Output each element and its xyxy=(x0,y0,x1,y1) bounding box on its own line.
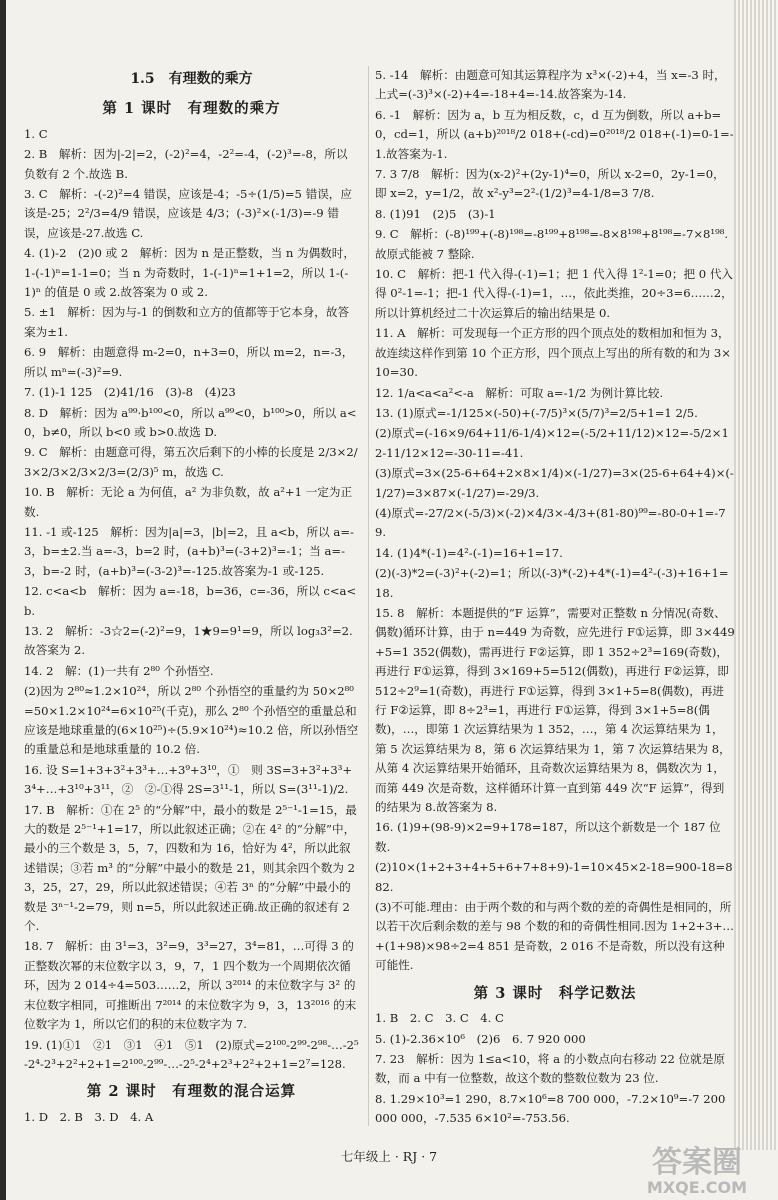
left-column xyxy=(24,66,359,1128)
answer-item: 6. 9 解析：由题意得 m-2=0，n+3=0，所以 m=2，n=-3，所以 mⁿ=(-3)²=9. xyxy=(24,345,354,379)
section-title: 1.5 有理数的乘方 xyxy=(130,71,253,87)
answer-item: 17. B 解析：①在 2⁵ 的“分解”中，最小的数是 2⁵⁻¹-1=15，最大的数是 2⁵⁻¹+1=17，所以此叙述正确；②在 4² 的“分解”中，最小的三个数是 3，5，7，四数和为 16，恰好为 4²，所以此叙述错误；③若 m³ 的“分解”中最小的数是 21，则其余四个数为 23，25，27，29，所以此叙述错误；④若 3ⁿ 的“分解”中最小的数是 3ⁿ⁻¹-2=79，则 n=5，所以此叙述正确.故正确的叙述有 2 个. xyxy=(24,802,357,934)
answer-item: 10. B 解析：无论 a 为何值，a² 为非负数，故 a²+1 一定为正数. xyxy=(24,485,353,519)
answer-item: (2)10×(1+2+3+4+5+6+7+8+9)-1=10×45×2-18=900-18=882. xyxy=(375,860,733,894)
answer-item: 7. (1)-1 125 (2)41/16 (3)-8 (4)23 xyxy=(24,385,236,400)
answer-item: 8. 1.29×10³=1 290，8.7×10⁶=8 700 000，-7.2×10⁹=-7 200 000 000，-7.535 6×10²=-753.56. xyxy=(375,1091,726,1126)
answer-item: 9. C 解析：(-8)¹⁹⁹+(-8)¹⁹⁸=-8¹⁹⁹+8¹⁹⁸=-8×8¹⁹⁸+8¹⁹⁸=-7×8¹⁹⁸.故原式能被 7 整除. xyxy=(375,227,729,261)
answer-item: (3)原式=3×(25-6+64+2×8×1/4)×(-1/27)=3×(25-6+64+4)×(-1/27)=3×87×(-1/27)=-29/3. xyxy=(375,466,734,500)
answer-item: (2)因为 2⁸⁰≈1.2×10²⁴，所以 2⁸⁰ 个孙悟空的重量约为 50×2⁸⁰=50×1.2×10²⁴=6×10²⁵(千克)，那么 2⁸⁰ 个孙悟空的重量总和应该是地球重量的(6×10²⁵)÷(5.9×10²⁴)≈10.2 倍，所以孙悟空的重量总和是地球重量的 10.2 倍. xyxy=(24,684,359,757)
answer-item: 1. D 2. B 3. D 4. A xyxy=(24,1109,154,1124)
answer-item: 12. 1/a<a<a²<-a 解析：可取 a=-1/2 为例计算比较. xyxy=(375,385,664,400)
answer-item: 14. (1)4*(-1)=4²-(-1)=16+1=17. xyxy=(375,545,563,560)
answer-item: (4)原式=-27/2×(-5/3)×(-2)×4/3×-4/3+(81-80)⁹⁹=-80-0+1=-79. xyxy=(375,505,726,540)
answer-item: 3. C 解析：-(-2)²=4 错误，应该是-4；-5÷(1/5)=5 错误，应该是-25；2²/3=4/9 错误，应该是 4/3；(-3)²×(-1/3)=-9 错误，应该是-27.故选 C. xyxy=(24,187,352,240)
watermark-line2: MXQE.COM xyxy=(646,1178,748,1197)
answer-item: (2)(-3)*2=(-3)²+(-2)=1；所以(-3)*(-2)+4*(-1)=4²-(-3)+16+1=18. xyxy=(375,566,729,600)
answer-item: 11. A 解析：可发现每一个正方形的四个顶点处的数相加和恒为 3，故连续这样作到第 10 个正方形，四个顶点上写出的所有数的和为 3×10=30. xyxy=(375,326,731,380)
answer-item: 6. -1 解析：因为 a，b 互为相反数，c，d 互为倒数，所以 a+b=0，cd=1，所以 (a+b)²⁰¹⁸/2 018+(-cd)=0²⁰¹⁸/2 018+(-1)=0-1=-1.故答案为-1. xyxy=(375,107,734,161)
answer-item: 5. (1)-2.36×10⁶ (2)6 6. 7 920 000 xyxy=(375,1031,586,1046)
lesson-2-answers-cont xyxy=(375,66,735,976)
answer-item: 16. 设 S=1+3+3²+3³+…+3⁹+3¹⁰，① 则 3S=3+3²+3³+3⁴+…+3¹⁰+3¹¹，② ②-①得 2S=3¹¹-1，所以 S=(3¹¹-1)/2. xyxy=(24,762,353,797)
answer-item: 7. 3 7/8 解析：因为(x-2)²+(2y-1)⁴=0，所以 x-2=0，2y-1=0，即 x=2，y=1/2，故 x²-y³=2²-(1/2)³=4-1/8=3 7/8. xyxy=(375,167,725,201)
watermark-logo xyxy=(622,1140,772,1198)
answer-item: 5. ±1 解析：因为与-1 的倒数和立方的值都等于它本身，故答案为±1. xyxy=(24,305,350,339)
right-column xyxy=(375,66,735,1130)
page-footer: 七年级上 · RJ · 7 xyxy=(340,1149,438,1164)
lesson-1-answers xyxy=(24,125,359,1075)
lesson-3-answers xyxy=(375,1009,735,1128)
answer-item: 19. (1)①1 ②1 ③1 ④1 ⑤1 (2)原式=2¹⁰⁰-2⁹⁹-2⁹⁸-…-2⁵-2⁴-2³+2²+2+1=2¹⁰⁰-2⁹⁹-…-2⁵-2⁴+2³+2²+2+1=2⁷=128. xyxy=(24,1037,359,1071)
answer-item: 12. c<a<b 解析：因为 a=-18，b=36，c=-36，所以 c<a<b. xyxy=(24,584,357,618)
page-stack-edge xyxy=(734,0,778,1150)
answer-item: 11. -1 或-125 解析：因为|a|=3，|b|=2，且 a<b，所以 a=-3，b=±2.当 a=-3，b=2 时，(a+b)³=(-3+2)³=-1；当 a=-3，b=-2 时，(a+b)³=(-3-2)³=-125.故答案为-1 或-125. xyxy=(24,524,354,578)
answer-item: 18. 7 解析：由 3¹=3，3²=9，3³=27，3⁴=81，…可得 3 的正整数次幂的末位数字以 3，9，7，1 四个数为一个周期依次循环，因为 2 014÷4=503……2，所以 3²⁰¹⁴ 的末位数字与 3² 的末位数字相同，可推断出 7²⁰¹⁴ 的末位数字为 9，3，13²⁰¹⁶ 的末位数字为 1，所以它们的积的末位数字为 7. xyxy=(24,939,357,1032)
answer-item: 1. B 2. C 3. C 4. C xyxy=(375,1011,504,1026)
page-binding-edge xyxy=(0,0,6,1200)
answer-item: (2)原式=(-16×9/64+11/6-1/4)×12=(-5/2+11/12)×12=-5/2×12-11/12×12=-30-11=-41. xyxy=(375,426,729,460)
answer-item: 15. 8 解析：本题提供的“F 运算”，需要对正整数 n 分情况(奇数、偶数)循环计算，由于 n=449 为奇数，应先进行 F①运算，即 3×449+5=1 352(偶数)，需再进行 F②运算，即 1 352÷2³=169(奇数)，再进行 F①运算，得到 3×169+5=512(偶数)，再进行 F②运算，即 512÷2⁹=1(奇数)，再进行 F①运算，得到 3×1+5=8(偶数)，再进行 F②运算，即 8÷2³=1，再进行 F①运算，得到 3×1+5=8(偶数)，…，即第 1 次运算结果为 1 352，…，第 4 次运算结果为 1，第 5 次运算结果为 8，第 6 次运算结果为 1，第 7 次运算结果为 8，从第 4 次运算结果开始循环，且奇数次运算结果为 8，偶数次为 1，而第 449 次是奇数，这样循环计算一直到第 449 次“F 运算”，得到的结果为 8.故答案为 8. xyxy=(375,605,735,815)
answer-item: 14. 2 解：(1)一共有 2⁸⁰ 个孙悟空. xyxy=(24,663,214,678)
lesson-1-title: 第 1 课时 有理数的乘方 xyxy=(102,100,281,118)
lesson-2-title: 第 2 课时 有理数的混合运算 xyxy=(86,1083,297,1101)
lesson-3-title: 第 3 课时 科学记数法 xyxy=(473,984,637,1002)
answer-item: 13. (1)原式=-1/125×(-50)+(-7/5)³×(5/7)³=2/5+1=1 2/5. xyxy=(375,405,698,420)
answer-item: 8. D 解析：因为 a⁹⁹·b¹⁰⁰<0，所以 a⁹⁹<0，b¹⁰⁰>0，所以 a<0，b≠0，所以 b<0 或 b>0.故选 D. xyxy=(24,405,357,439)
answer-item: 9. C 解析：由题意可得，第五次后剩下的小棒的长度是 2/3×2/3×2/3×2/3×2/3=(2/3)⁵ m，故选 C. xyxy=(24,445,358,479)
answer-item: 7. 23 解析：因为 1≤a<10，将 a 的小数点向右移动 22 位就是原数，而 a 中有一位整数，故这个数的整数位数为 23 位. xyxy=(375,1051,725,1086)
answer-item: 16. (1)9+(98-9)×2=9+178=187，所以这个新数是一个 187 位数. xyxy=(375,820,721,854)
answer-item: 8. (1)91 (2)5 (3)-1 xyxy=(375,206,496,221)
answer-item: 1. C xyxy=(24,126,48,141)
answer-item: 4. (1)-2 (2)0 或 2 解析：因为 n 是正整数，当 n 为偶数时，1-(-1)ⁿ=1-1=0；当 n 为奇数时，1-(-1)ⁿ=1+1=2，所以 1-(-1)ⁿ 的值是 0 或 2.故答案为 0 或 2. xyxy=(24,246,355,300)
lesson-2-answers xyxy=(24,1108,359,1127)
answer-item: 13. 2 解析：-3☆2=(-2)²=9，1★9=9¹=9，所以 log₃3²=2.故答案为 2. xyxy=(24,623,353,658)
answer-item: 5. -14 解析：由题意可知其运算程序为 x³×(-2)+4，当 x=-3 时，上式=(-3)³×(-2)+4=-18+4=-14.故答案为-14. xyxy=(375,68,726,102)
column-divider xyxy=(368,66,369,1126)
watermark-line1: 答案圈 xyxy=(652,1145,742,1180)
answer-item: (3)不可能.理由：由于两个数的和与两个数的差的奇偶性是相同的，所以若干次后剩余数的差与 98 个数的和的奇偶性相同.因为 1+2+3+…+(1+98)×98÷2=4 851 是奇数，2 016 不是奇数，所以没有这种可能性. xyxy=(375,900,735,973)
answer-item: 10. C 解析：把-1 代入得-(-1)=1；把 1 代入得 1²-1=0；把 0 代入得 0²-1=-1；把-1 代入得-(-1)=1，…，依此类推，20÷3=6……2，所以计算机经过二十次运算后的输出结果是 0. xyxy=(375,267,734,320)
answer-item: 2. B 解析：因为|-2|=2，(-2)²=4，-2²=-4，(-2)³=-8，所以负数有 2 个.故选 B. xyxy=(24,147,348,181)
